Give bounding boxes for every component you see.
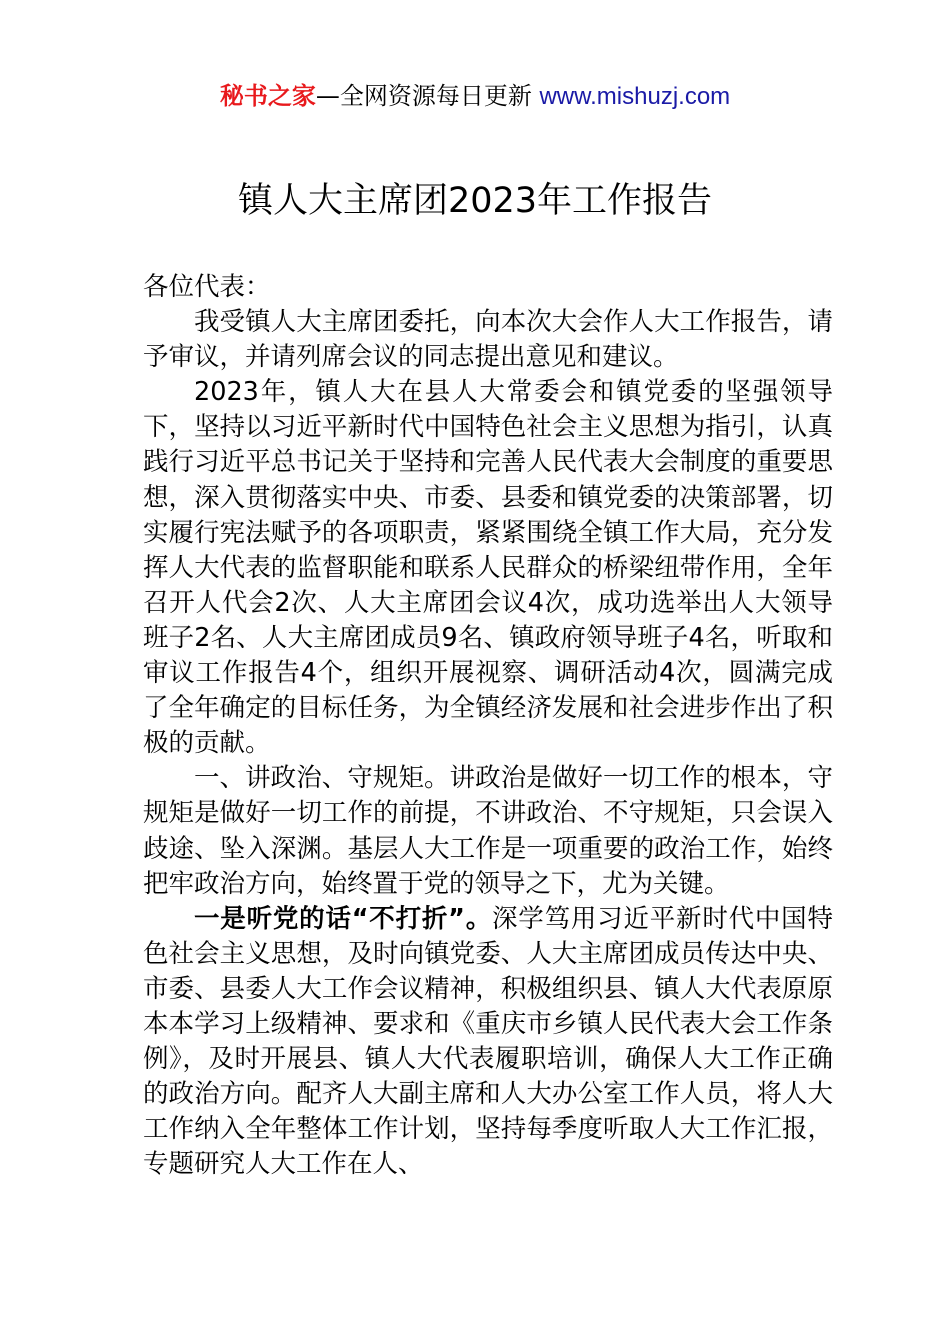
salutation: 各位代表： <box>143 272 271 302</box>
paragraph <box>143 902 833 1183</box>
document-title: 镇人大主席团2023年工作报告 <box>237 181 713 221</box>
paragraph <box>143 375 833 761</box>
paragraph <box>143 305 833 375</box>
document-body <box>143 270 833 1182</box>
site-url[interactable]: www.mishuzj.com <box>539 83 731 110</box>
paragraph-text: 我受镇人大主席团委托，向本次大会作人大工作报告，请予审议，并请列席会议的同志提出意见和建议。 <box>143 307 833 373</box>
paragraph-text: 一、讲政治、守规矩。讲政治是做好一切工作的根本，守规矩是做好一切工作的前提，不讲政治、不守规矩，只会误入歧途、坠入深渊。基层人大工作是一项重要的政治工作，始终把牢政治方向，始终置于党的领导之下，尤为关键。 <box>143 763 833 899</box>
paragraph-text: 2023年，镇人大在县人大常委会和镇党委的坚强领导下，坚持以习近平新时代中国特色社会主义思想为指引，认真践行习近平总书记关于坚持和完善人民代表大会制度的重要思想，深入贯彻落实中央、市委、县委和镇党委的决策部署，切实履行宪法赋予的各项职责，紧紧围绕全镇工作大局，充分发挥人大代表的监督职能和联系人民群众的桥梁纽带作用，全年召开人代会2次、人大主席团会议4次，成功选举出人大领导班子2名、人大主席团成员9名、镇政府领导班子4名，听取和审议工作报告4个，组织开展视察、调研活动4次，圆满完成了全年确定的目标任务，为全镇经济发展和社会进步作出了积极的贡献。 <box>143 377 833 759</box>
brand-name: 秘书之家 <box>219 82 316 110</box>
paragraph <box>143 761 833 901</box>
site-slogan: —全网资源每日更新 <box>315 82 532 110</box>
paragraph-lead: 一是听党的话“不打折”。 <box>194 903 492 934</box>
site-header <box>0 80 950 113</box>
paragraph-text: 深学笃用习近平新时代中国特色社会主义思想，及时向镇党委、人大主席团成员传达中央、市委、县委人大工作会议精神，积极组织县、镇人大代表原原本本学习上级精神、要求和《重庆市乡镇人民代表大会工作条例》，及时开展县、镇人大代表履职培训，确保人大工作正确的政治方向。配齐人大副主席和人大办公室工作人员，将人大工作纳入全年整体工作计划，坚持每季度听取人大工作汇报，专题研究人大工作在人、 <box>143 903 833 1180</box>
